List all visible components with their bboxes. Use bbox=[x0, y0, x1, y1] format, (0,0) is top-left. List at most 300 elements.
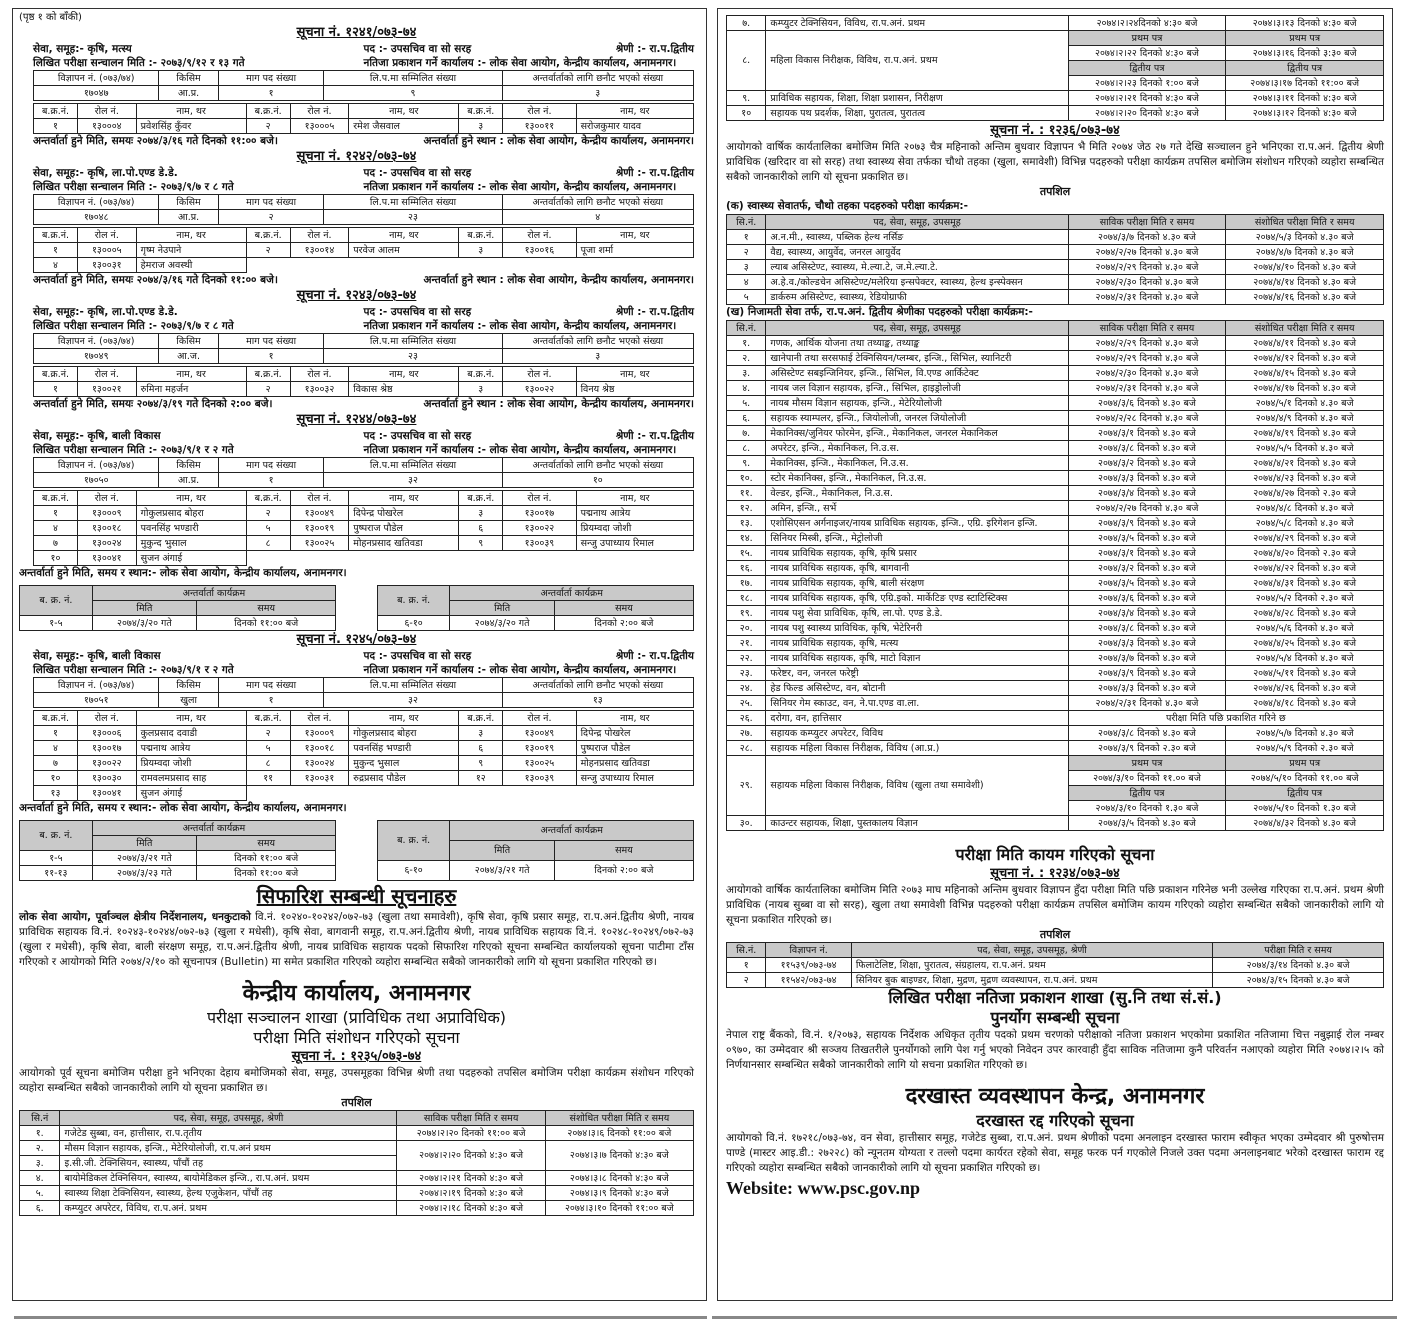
table-row bbox=[377, 861, 693, 881]
tapasil-label: तपशिल bbox=[1039, 185, 1071, 198]
row-old-date: २०७४/३/१० दिनको ११.०० बजे bbox=[1068, 771, 1226, 786]
candidate-cell: हेमराज अवस्थी bbox=[136, 258, 246, 273]
table-row bbox=[727, 486, 1384, 501]
row-sn: २७. bbox=[727, 726, 766, 741]
row-post: नायब प्राविधिक सहायक, कृषि, बाली संरक्षण bbox=[766, 576, 1068, 591]
central-office-heading: केन्द्रीय कार्यालय, अनामनगर bbox=[242, 981, 471, 1006]
table-row bbox=[20, 851, 336, 866]
continued-label: (पृष्ठ १ को बाँकी) bbox=[19, 12, 82, 23]
candidate-cell: पवनसिंह भण्डारी bbox=[136, 521, 246, 536]
row-new-date: २०७४/४/१० दिनको ४.३० बजे bbox=[1226, 260, 1384, 275]
candidate-cell: १३००२४ bbox=[77, 536, 136, 551]
col-post: पद, सेवा, समूह, उपसमूह bbox=[766, 215, 1068, 230]
candidate-header: नाम, थर bbox=[576, 491, 693, 506]
row-sn: १६. bbox=[727, 561, 766, 576]
left-notices bbox=[19, 25, 694, 881]
paper-2-label: द्वितीय पत्र bbox=[1068, 786, 1226, 801]
row-post: सहायक महिला विकास निरीक्षक, विविध (खुला तथा समावेशी) bbox=[766, 756, 1068, 816]
table-row bbox=[727, 591, 1384, 606]
row-new-date: २०७४।३।८ दिनको ४:३० बजे bbox=[545, 1171, 693, 1186]
row-new-date: २०७४/५/११ दिनको ४.३० बजे bbox=[1226, 666, 1384, 681]
candidate-header: ब.क्र.नं. bbox=[459, 711, 503, 726]
row-sn: २. bbox=[727, 351, 766, 366]
notice-1235-paragraph: आयोगको पूर्व सूचना बमोजिम परीक्षा हुने भनिएका देहाय बमोजिमको सेवा, समूह, उपसमूहका विभिन्न श्रेणी तथा पदहरुको तपसिल बमोजिम परीक्षा कार्यक्रम संशोधन गरिएको व्यहोरा सम्बन्धित सबैको जानकारीको लागि यो सूचना प्रकाशित छ। bbox=[19, 1067, 694, 1094]
summary-value: १७०५१ bbox=[34, 693, 159, 708]
paper-1-label: प्रथम पत्र bbox=[1226, 31, 1384, 46]
row-old-date: २०७४/३/९ दिनको ४.३० बजे bbox=[1068, 516, 1226, 531]
row-new-date: २०७४।३।१७ दिनको ११:०० बजे bbox=[1226, 76, 1384, 91]
summary-header: लि.प.मा सम्मिलित संख्या bbox=[324, 458, 502, 473]
table-row bbox=[727, 561, 1384, 576]
candidate-cell: दिपेन्द्र पोखरेल bbox=[349, 506, 459, 521]
candidate-cell: सुजन अंगाई bbox=[136, 786, 246, 801]
summary-table bbox=[33, 333, 694, 364]
col-new-date: संशोधित परीक्षा मिति र समय bbox=[545, 1111, 693, 1126]
row-post: नायब पशु स्वास्थ्य प्राविधिक, कृषि, भेटेरिनरी bbox=[766, 621, 1068, 636]
row-new-date: २०७४/५/७ दिनको ४.३० बजे bbox=[1226, 726, 1384, 741]
row-post: इ.सी.जी. टेक्निसियन, स्वास्थ्य, पाँचौं तह bbox=[60, 1156, 397, 1171]
candidate-header: नाम, थर bbox=[349, 104, 459, 119]
paper-1-label: प्रथम पत्र bbox=[1226, 756, 1384, 771]
row-post: नायब पशु सेवा प्राविधिक, कृषि, ला.पो. एण्ड डे.डे. bbox=[766, 606, 1068, 621]
notice-title: सूचना नं. १२४१/०७३-७४ bbox=[296, 25, 417, 40]
summary-table bbox=[33, 677, 694, 708]
row-old-date: २०७४/३/५ दिनको ४.३० बजे bbox=[1068, 816, 1226, 831]
health-service-table bbox=[726, 214, 1384, 305]
col-date: परीक्षा मिति र समय bbox=[1213, 943, 1384, 958]
row-date: २०७४/३/१४ दिनको ४.३० बजे bbox=[1213, 958, 1384, 973]
row-post: सहायक स्याम्पलर, इन्जि., जियोलोजी, जनरल जियोलोजी bbox=[766, 411, 1068, 426]
recommendation-paragraph bbox=[19, 910, 694, 970]
candidate-header: नाम, थर bbox=[576, 104, 693, 119]
row-new-date: २०७४/५/१० दिनको १.३० बजे bbox=[1226, 801, 1384, 816]
row-new-date: २०७४/४/१८ दिनको ४.३० बजे bbox=[1226, 696, 1384, 711]
interview-datetime: अन्तर्वार्ता हुने मिति, समयः २०७४/३/१६ गते दिनको ११:०० बजे। bbox=[33, 135, 278, 147]
summary-value: १ bbox=[218, 86, 324, 101]
notice-meta-row-1 bbox=[19, 42, 694, 56]
bottom-rule-right bbox=[712, 1316, 1397, 1319]
candidate-header: रोल नं. bbox=[503, 228, 576, 243]
candidate-header: रोल नं. bbox=[290, 711, 349, 726]
table-row bbox=[20, 1201, 694, 1216]
candidate-header: रोल नं. bbox=[290, 491, 349, 506]
revision-table-1235 bbox=[19, 1110, 694, 1216]
candidate-header: ब.क्र.नं. bbox=[246, 367, 290, 382]
written-exam-date: लिखित परीक्षा सन्चालन मिति :- २०७३/९/१२ र १३ गते bbox=[33, 57, 245, 69]
table-row bbox=[20, 1186, 694, 1201]
candidate-cell: मुकुन्द भुसाल bbox=[136, 536, 246, 551]
row-sn: १९. bbox=[727, 606, 766, 621]
col-interview-program: अन्तर्वार्ता कार्यक्रम bbox=[92, 586, 336, 601]
summary-value: ३ bbox=[502, 86, 693, 101]
row-old-date: २०७४/३/३ दिनको ४.३० बजे bbox=[1068, 636, 1226, 651]
summary-header: माग पद संख्या bbox=[218, 71, 324, 86]
row-new-date: २०७४/५/८ दिनको ४.३० बजे bbox=[1226, 516, 1384, 531]
schedule-cell: दिनको ११:०० बजे bbox=[197, 866, 336, 881]
row-sn: ४. bbox=[20, 1171, 60, 1186]
row-old-date: २०७४/३/१ दिनको ४.३० बजे bbox=[1068, 426, 1226, 441]
row-sn: १३. bbox=[727, 516, 766, 531]
candidate-header: रोल नं. bbox=[503, 711, 576, 726]
summary-header: किसिम bbox=[159, 334, 218, 349]
candidate-cell: ३ bbox=[459, 726, 503, 741]
candidate-cell: १३००२२ bbox=[503, 521, 576, 536]
candidate-cell: १३००४१ bbox=[77, 551, 136, 566]
row-sn: ११. bbox=[727, 486, 766, 501]
summary-value: २३ bbox=[324, 210, 502, 225]
row-sn: ३०. bbox=[727, 816, 766, 831]
row-date: २०७४/३/१५ दिनको ४.३० बजे bbox=[1213, 973, 1384, 988]
row-post: अमिन, इन्जि., सर्भे bbox=[766, 501, 1068, 516]
row-new-date: २०७४/५/३ दिनको ४.३० बजे bbox=[1226, 230, 1384, 245]
schedule-table-right bbox=[377, 820, 694, 881]
summary-table bbox=[33, 194, 694, 225]
row-old-date: २०७४।२।२४दिनको ४:३० बजे bbox=[1068, 16, 1226, 31]
row-old-date: २०७४।२।१८ दिनको ४:३० बजे bbox=[397, 1201, 545, 1216]
row-old-date: २०७४/२/३० दिनको ४.३० बजे bbox=[1068, 275, 1226, 290]
candidate-cell: ५ bbox=[246, 521, 290, 536]
row-post: स्वास्थ्य शिक्षा टेक्निसियन, स्वास्थ्य, हेल्थ एजुकेशन, पाँचौं तह bbox=[60, 1186, 397, 1201]
candidate-header: ब.क्र.नं. bbox=[459, 104, 503, 119]
row-old-date: २०७४/२/२९ दिनको ४.३० बजे bbox=[1068, 336, 1226, 351]
candidate-cell: सरोजकुमार यादव bbox=[576, 119, 693, 134]
row-new-date: २०७४/४/१५ दिनको ४.३० बजे bbox=[1226, 366, 1384, 381]
row-post: बायोमेडिकल टेक्निसियन, स्वास्थ्य, बायोमेडिकल इन्जि., रा.प.अनं. प्रथम bbox=[60, 1171, 397, 1186]
candidate-table bbox=[33, 103, 694, 134]
application-cancelled-heading: दरखास्त रद्द गरिएको सूचना bbox=[976, 1111, 1134, 1130]
website-link[interactable]: Website: www.psc.gov.np bbox=[726, 1178, 921, 1198]
notice-meta-row-1 bbox=[19, 166, 694, 180]
candidate-cell: रमेश जैसवाल bbox=[349, 119, 459, 134]
candidate-cell: १३००२४ bbox=[290, 756, 349, 771]
row-post: गजेटेड सुब्बा, वन, हात्तीसार, रा.प.तृतीय bbox=[60, 1126, 397, 1141]
table-row bbox=[34, 551, 694, 566]
service-group: सेवा, समूह:- कृषि, ला.पो.एण्ड डे.डे. bbox=[33, 167, 178, 179]
summary-header: विज्ञापन नं. (०७३/७४) bbox=[34, 71, 159, 86]
candidate-header: रोल नं. bbox=[77, 228, 136, 243]
row-new-date: २०७४।३।७ दिनको ४:३० बजे bbox=[545, 1141, 693, 1171]
candidate-cell: ३ bbox=[459, 506, 503, 521]
row-old-date: २०७४।२।२१ दिनको ४:३० बजे bbox=[1068, 91, 1226, 106]
table-row bbox=[727, 471, 1384, 486]
summary-value: १० bbox=[502, 473, 693, 488]
schedule-cell: २०७४/३/२३ गते bbox=[92, 866, 196, 881]
candidate-cell: १३००३९ bbox=[503, 771, 576, 786]
candidate-header: रोल नं. bbox=[290, 228, 349, 243]
row-new-date: २०७४।३।१६ दिनको ३:३० बजे bbox=[1226, 46, 1384, 61]
schedule-table-left bbox=[19, 820, 336, 881]
candidate-cell: १० bbox=[34, 771, 78, 786]
summary-header: माग पद संख्या bbox=[218, 195, 324, 210]
col-sn: सि.नं bbox=[20, 1111, 60, 1126]
row-post: सिनियर मिस्त्री, इन्जि., मेट्रोलोजी bbox=[766, 531, 1068, 546]
row-new-date: २०७४/४/२६ दिनको ४.३० बजे bbox=[1226, 681, 1384, 696]
result-office: नतिजा प्रकाशन गर्ने कार्यालय :- लोक सेवा आयोग, केन्द्रीय कार्यालय, अनामनगर। bbox=[363, 57, 677, 69]
row-new-date: २०७४/४/१७ दिनको ४.३० बजे bbox=[1226, 381, 1384, 396]
row-old-date: २०७४।२।२१ दिनको ४:३० बजे bbox=[397, 1171, 545, 1186]
candidate-header: रोल नं. bbox=[77, 711, 136, 726]
class-grade: श्रेणी :- रा.प.द्वितीय bbox=[615, 306, 694, 318]
table-row bbox=[727, 636, 1384, 651]
row-post: नायब प्राविधिक सहायक, कृषि, मत्स्य bbox=[766, 636, 1068, 651]
candidate-cell: ६ bbox=[459, 741, 503, 756]
summary-header: अन्तर्वार्ताको लागि छनौट भएको संख्या bbox=[502, 195, 693, 210]
candidate-cell: १३००४१ bbox=[77, 786, 136, 801]
row-new-date: २०७४/४/७ दिनको ४.३० बजे bbox=[1226, 245, 1384, 260]
row-old-date: २०७४/२/२८ दिनको ४.३० बजे bbox=[1068, 411, 1226, 426]
table-row bbox=[20, 1141, 694, 1156]
candidate-header: नाम, थर bbox=[349, 711, 459, 726]
candidate-cell: मोहनप्रसाद खतिवडा bbox=[349, 536, 459, 551]
row-note: परीक्षा मिति पछि प्रकाशित गरिने छ bbox=[1068, 711, 1383, 726]
row-sn: २८. bbox=[727, 741, 766, 756]
col-bkn: ब. क्र. नं. bbox=[377, 821, 450, 861]
row-post: अ.हे.व./कोल्डचेन असिस्टेण्ट/मलेरिया इन्सपेक्टर, स्वास्थ्य, हेल्थ इन्स्पेक्सन bbox=[766, 275, 1068, 290]
table-row bbox=[34, 506, 694, 521]
candidate-cell: प्रियम्वदा जोशी bbox=[576, 521, 693, 536]
row-new-date: २०७४।३।१२ दिनको ४:३० बजे bbox=[1226, 106, 1384, 121]
schedule-cell: दिनको ११:०० बजे bbox=[197, 616, 336, 631]
row-sn: ४. bbox=[727, 381, 766, 396]
interview-venue: अन्तर्वार्ता हुने स्थान : लोक सेवा आयोग, केन्द्रीय कार्यालय, अनामनगर। bbox=[423, 398, 694, 410]
candidate-header: ब.क्र.नं. bbox=[246, 711, 290, 726]
row-sn: ३ bbox=[727, 260, 766, 275]
notice-meta-row-2 bbox=[19, 56, 694, 70]
candidate-cell: ५ bbox=[246, 741, 290, 756]
candidate-cell: २ bbox=[246, 119, 290, 134]
summary-header: अन्तर्वार्ताको लागि छनौट भएको संख्या bbox=[502, 678, 693, 693]
col-date: मिति bbox=[92, 836, 196, 851]
row-sn: ७. bbox=[727, 426, 766, 441]
candidate-cell: प्रवेशसिंह कुँवर bbox=[136, 119, 246, 134]
candidate-cell: १० bbox=[34, 551, 78, 566]
candidate-header: नाम, थर bbox=[576, 711, 693, 726]
col-post: पद, सेवा, समूह, उपसमूह bbox=[766, 321, 1068, 336]
row-post: नायब जल विज्ञान सहायक, इन्जि., सिभिल, हाइड्रोलोजी bbox=[766, 381, 1068, 396]
row-post: कम्प्युटर अपरेटर, विविध, रा.प.अनं. प्रथम bbox=[60, 1201, 397, 1216]
candidate-cell: २ bbox=[246, 506, 290, 521]
schedule-cell: ६-१० bbox=[377, 861, 450, 881]
candidate-cell: १ bbox=[34, 382, 78, 397]
candidate-cell: मोहनप्रसाद खतिवडा bbox=[576, 756, 693, 771]
summary-header: विज्ञापन नं. (०७३/७४) bbox=[34, 458, 159, 473]
candidate-cell: १३०००४ bbox=[77, 119, 136, 134]
schedule-cell: १-५ bbox=[20, 851, 93, 866]
class-grade: श्रेणी :- रा.प.द्वितीय bbox=[615, 167, 694, 179]
candidate-header: ब.क्र.नं. bbox=[459, 367, 503, 382]
summary-header: अन्तर्वार्ताको लागि छनौट भएको संख्या bbox=[502, 458, 693, 473]
notice-1234-paragraph: आयोगको वार्षिक कार्यतालिका बमोजिम मिति २०७३ माघ महिनाको अन्तिम बुधवार विज्ञापन हुँदा परीक्षा मिति पछि प्रकाशन गरिनेछ भनी उल्लेख गरिएका रा.प.अनं. प्रथम श्रेणी प्राविधिक (नायब सुब्बा वा सो सरह), खुला तथा समावेशी विभिन्न पदहरुको परीक्षा कार्यक्रम तपसिल बमोजिम कायम गरिएको व्यहोरा सम्बन्धित सबैको जानकारीको लागि यो सूचना प्रकाशित गरिएको छ। bbox=[726, 884, 1384, 926]
candidate-cell: १ bbox=[34, 119, 78, 134]
row-post: दरोगा, वन, हात्तिसार bbox=[766, 711, 1068, 726]
row-sn: २९. bbox=[727, 756, 766, 816]
table-row bbox=[727, 106, 1384, 121]
candidate-cell: १३००२१ bbox=[77, 382, 136, 397]
table-row bbox=[727, 290, 1384, 305]
candidate-cell: सन्जु उपाध्याय रिमाल bbox=[576, 771, 693, 786]
candidate-header: नाम, थर bbox=[136, 228, 246, 243]
row-post: मौसम विज्ञान सहायक, इन्जि., मेटेरियोलोजी, रा.प.अनं प्रथम bbox=[60, 1141, 397, 1156]
candidate-cell: दिपेन्द्र पोखरेल bbox=[576, 726, 693, 741]
candidate-cell: १ bbox=[34, 243, 78, 258]
post-level: पद :- उपसचिव वा सो सरह bbox=[363, 43, 472, 55]
row-sn: २६. bbox=[727, 711, 766, 726]
summary-value: १३ bbox=[502, 693, 693, 708]
schedule-cell: १-५ bbox=[20, 616, 93, 631]
service-group: सेवा, समूह:- कृषि, ला.पो.एण्ड डे.डे. bbox=[33, 306, 178, 318]
col-time: समय bbox=[197, 601, 336, 616]
service-group: सेवा, समूह:- कृषि, बाली विकास bbox=[33, 650, 161, 662]
candidate-cell: १३००३१ bbox=[77, 258, 136, 273]
candidate-cell: १३००२५ bbox=[290, 536, 349, 551]
table-row bbox=[34, 243, 694, 258]
row-new-date: २०७४/५/२ दिनको २.३० बजे bbox=[1226, 591, 1384, 606]
candidate-cell: १३००१८ bbox=[77, 521, 136, 536]
summary-header: किसिम bbox=[159, 195, 218, 210]
candidate-cell: १३००३० bbox=[77, 771, 136, 786]
interview-venue: अन्तर्वार्ता हुने स्थान : लोक सेवा आयोग, केन्द्रीय कार्यालय, अनामनगर। bbox=[423, 274, 694, 286]
notice-1234-title: सूचना नं. : १२३४/०७३-७४ bbox=[990, 866, 1120, 881]
candidate-cell: विनय श्रेष्ठ bbox=[576, 382, 693, 397]
row-new-date: २०७४/४/२१ दिनको ४.३० बजे bbox=[1226, 456, 1384, 471]
col-interview-program: अन्तर्वार्ता कार्यक्रम bbox=[450, 821, 694, 841]
row-post: नायब प्राविधिक सहायक, कृषि, एग्रि.इको. मार्केटिङ एण्ड स्टाटिस्टिक्स bbox=[766, 591, 1068, 606]
col-sn: सि.नं. bbox=[727, 321, 766, 336]
candidate-cell: ७ bbox=[34, 536, 78, 551]
schedule-table-right bbox=[377, 585, 694, 631]
notice-title: सूचना नं. १२४२/०७३-७४ bbox=[296, 149, 417, 164]
notice-title: सूचना नं. १२४४/०७३-७४ bbox=[296, 412, 417, 427]
schedule-cell: ६-१० bbox=[377, 616, 450, 631]
interview-footer bbox=[19, 397, 694, 411]
row-sn: १. bbox=[20, 1126, 60, 1141]
table-row bbox=[727, 531, 1384, 546]
summary-value: आ.प्र. bbox=[159, 210, 218, 225]
candidate-cell: १३००१७ bbox=[77, 741, 136, 756]
row-old-date: २०७४/३/१० दिनको १.३० बजे bbox=[1068, 801, 1226, 816]
row-new-date: २०७४/४/१६ दिनको ४.३० बजे bbox=[1226, 290, 1384, 305]
candidate-header: रोल नं. bbox=[290, 367, 349, 382]
candidate-cell: ९ bbox=[459, 756, 503, 771]
row-post: मेकानिक्स, इन्जि., मेकानिकल, नि.उ.स. bbox=[766, 456, 1068, 471]
table-row bbox=[34, 741, 694, 756]
tapasil-label: तपशिल bbox=[1039, 928, 1071, 941]
row-post: सहायक कम्प्युटर अपरेटर, विविध bbox=[766, 726, 1068, 741]
table-row bbox=[727, 816, 1384, 831]
notice-meta-row-1 bbox=[19, 429, 694, 443]
candidate-header: नाम, थर bbox=[349, 367, 459, 382]
row-old-date: २०७४/३/४ दिनको ४.३० बजे bbox=[1068, 606, 1226, 621]
summary-value: ४ bbox=[502, 210, 693, 225]
summary-value: ३२ bbox=[324, 693, 502, 708]
row-post: सिनियर बुक बाइण्डर, शिक्षा, मुद्रण, मुद्रण व्यवस्थापन, रा.प.अनं. प्रथम bbox=[851, 973, 1212, 988]
candidate-header: ब.क्र.नं. bbox=[246, 104, 290, 119]
candidate-header: ब.क्र.नं. bbox=[34, 228, 78, 243]
row-new-date: २०७४/४/२७ दिनको २.३० बजे bbox=[1226, 486, 1384, 501]
table-row bbox=[727, 396, 1384, 411]
row-post: फिलाटेलिष्ट, शिक्षा, पुरातत्व, संग्रहालय, रा.प.अनं. प्रथम bbox=[851, 958, 1212, 973]
candidate-header: ब.क्र.नं. bbox=[34, 491, 78, 506]
candidate-cell: १३००११ bbox=[503, 119, 576, 134]
summary-value: ३२ bbox=[324, 473, 502, 488]
table-row bbox=[34, 786, 694, 801]
col-interview-program: अन्तर्वार्ता कार्यक्रम bbox=[450, 586, 694, 601]
candidate-table bbox=[33, 490, 694, 566]
col-post: पद, सेवा, समूह, उपसमूह, श्रेणी bbox=[60, 1111, 397, 1126]
row-sn: ३. bbox=[727, 366, 766, 381]
candidate-header: नाम, थर bbox=[349, 228, 459, 243]
row-post: काउन्टर सहायक, शिक्षा, पुस्तकालय विज्ञान bbox=[766, 816, 1068, 831]
written-exam-date: लिखित परीक्षा सन्चालन मिति :- २०७३/९/७ र ८ गते bbox=[33, 320, 234, 332]
row-post: महिला विकास निरीक्षक, विविध, रा.प.अनं. प्रथम bbox=[766, 31, 1068, 91]
result-branch-heading: लिखित परीक्षा नतिजा प्रकाशन शाखा (सु.नि तथा सं.सं.) bbox=[888, 988, 1222, 1007]
bottom-rule-left bbox=[14, 1316, 707, 1319]
row-new-date: २०७४।३।१० दिनको ११:०० बजे bbox=[545, 1201, 693, 1216]
class-grade: श्रेणी :- रा.प.द्वितीय bbox=[615, 430, 694, 442]
summary-value: ३ bbox=[502, 349, 693, 364]
notice-meta-row-2 bbox=[19, 443, 694, 457]
candidate-cell: रामवलमप्रसाद साह bbox=[136, 771, 246, 786]
candidate-cell: ६ bbox=[459, 521, 503, 536]
row-post: स्टोर मेकानिक्स, इन्जि., मेकानिकल, नि.उ.स. bbox=[766, 471, 1068, 486]
paper-1-label: प्रथम पत्र bbox=[1068, 756, 1226, 771]
interview-datetime: अन्तर्वार्ता हुने मिति, समयः २०७४/३/१९ गते दिनको २:०० बजे। bbox=[33, 398, 273, 410]
interview-footer bbox=[19, 273, 694, 287]
candidate-header: रोल नं. bbox=[503, 104, 576, 119]
row-new-date: २०७४/४/३२ दिनको ४.३० बजे bbox=[1226, 816, 1384, 831]
row-new-date: २०७४/५/५ दिनको ४.३० बजे bbox=[1226, 441, 1384, 456]
candidate-cell: पुष्पराज पौडेल bbox=[349, 521, 459, 536]
col-sn: सि.नं. bbox=[727, 215, 766, 230]
summary-table bbox=[33, 457, 694, 488]
post-level: पद :- उपसचिव वा सो सरह bbox=[363, 306, 472, 318]
interview-notice bbox=[19, 412, 694, 631]
schedule-table-left bbox=[19, 585, 336, 631]
interview-venue-line: अन्तर्वार्ता हुने मिति, समय र स्थान:- लोक सेवा आयोग, केन्द्रीय कार्यालय, अनामनगर। bbox=[19, 567, 347, 579]
schedule-cell: २०७४/३/२० गते bbox=[450, 616, 554, 631]
candidate-header: ब.क्र.नं. bbox=[459, 228, 503, 243]
table-row bbox=[34, 119, 694, 134]
result-office: नतिजा प्रकाशन गर्ने कार्यालय :- लोक सेवा आयोग, केन्द्रीय कार्यालय, अनामनगर। bbox=[363, 444, 677, 456]
summary-value: १ bbox=[218, 349, 324, 364]
row-new-date: २०७४/५/४ दिनको ४.३० बजे bbox=[1226, 651, 1384, 666]
row-sn: ९. bbox=[727, 456, 766, 471]
candidate-cell: १३००२२ bbox=[77, 756, 136, 771]
candidate-cell: पवनसिंह भण्डारी bbox=[349, 741, 459, 756]
section-a-label: (क) स्वास्थ्य सेवातर्फ, चौथो तहका पदहरुको परीक्षा कार्यक्रम:- bbox=[726, 200, 968, 212]
row-sn: १८. bbox=[727, 591, 766, 606]
candidate-cell: १३००२२ bbox=[503, 382, 576, 397]
row-new-date: २०७४/४/१९ दिनको ४.३० बजे bbox=[1226, 426, 1384, 441]
row-sn: २१. bbox=[727, 636, 766, 651]
candidate-header: रोल नं. bbox=[503, 367, 576, 382]
table-row bbox=[727, 651, 1384, 666]
candidate-cell: कुलप्रसाद दवाडी bbox=[136, 726, 246, 741]
table-row bbox=[727, 666, 1384, 681]
candidate-cell: ७ bbox=[34, 756, 78, 771]
interview-notice bbox=[19, 25, 694, 148]
table-row bbox=[727, 621, 1384, 636]
notice-1236-title: सूचना नं. : १२३६/०७३-७४ bbox=[990, 123, 1120, 138]
row-old-date: २०७४/२/२७ दिनको ४.३० बजे bbox=[1068, 501, 1226, 516]
col-bkn: ब. क्र. नं. bbox=[20, 821, 93, 851]
candidate-cell: गोकुलप्रसाद बोहरा bbox=[349, 726, 459, 741]
table-row bbox=[727, 275, 1384, 290]
notice-1235-title: सूचना नं. : १२३५/०७३-७४ bbox=[291, 1049, 422, 1064]
col-bkn: ब. क्र. नं. bbox=[20, 586, 93, 616]
candidate-cell: १३००४९ bbox=[290, 506, 349, 521]
candidate-header: ब.क्र.नं. bbox=[34, 104, 78, 119]
